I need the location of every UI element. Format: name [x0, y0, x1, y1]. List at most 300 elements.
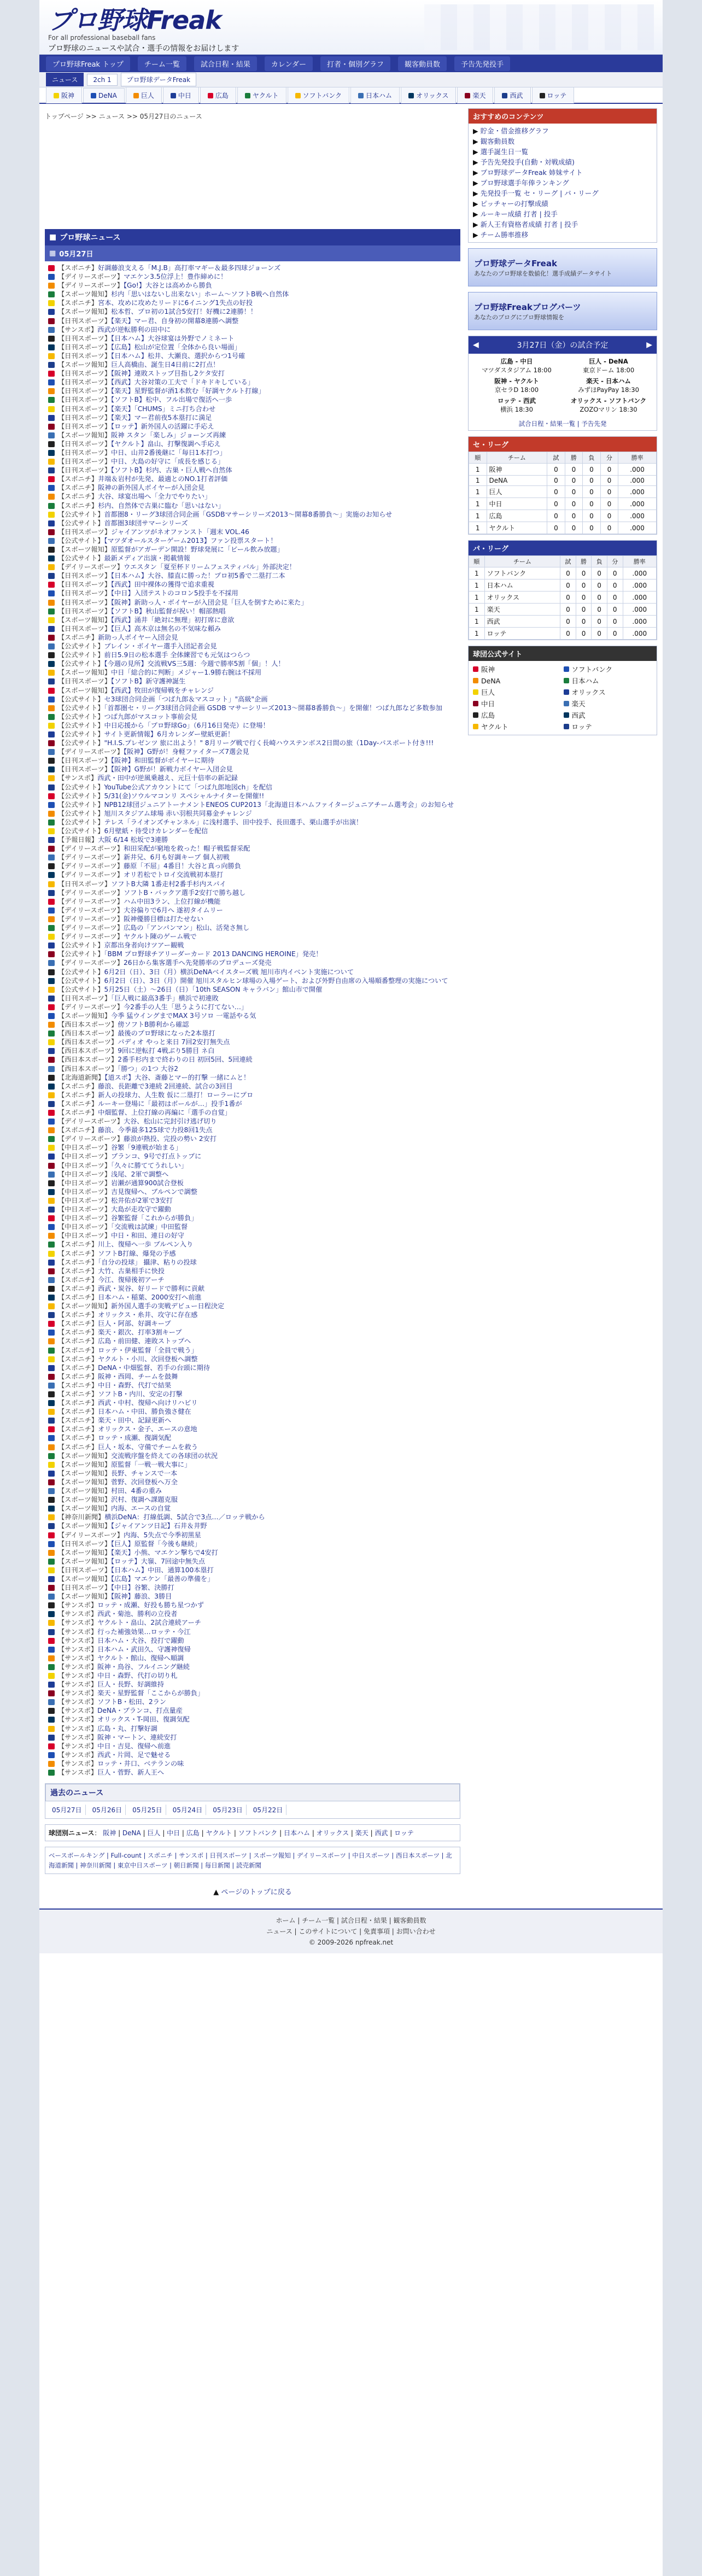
- news-item[interactable]: [48, 528, 457, 536]
- news-item[interactable]: [48, 290, 457, 298]
- news-item[interactable]: [48, 1055, 457, 1064]
- recommend-item[interactable]: [473, 198, 652, 209]
- nav-link[interactable]: チーム一覧: [138, 56, 186, 71]
- news-headline[interactable]: パディオ やっと来日 7回2安打無失点: [118, 1038, 230, 1046]
- news-headline[interactable]: 村田、4番の重み: [111, 1487, 162, 1495]
- news-headline[interactable]: 中日・和田、連日の好守: [111, 1232, 185, 1240]
- news-item[interactable]: [48, 835, 457, 844]
- page-top-link[interactable]: ページのトップに戻る: [221, 1888, 292, 1897]
- news-headline[interactable]: 「交流戦は試練」中田監督: [111, 1223, 188, 1231]
- news-item[interactable]: [48, 906, 457, 915]
- news-headline[interactable]: 「久々に勝ててうれしい」: [111, 1161, 188, 1169]
- recommend-link[interactable]: ルーキー成績 打者 | 投手: [480, 210, 558, 218]
- news-item[interactable]: [48, 1680, 457, 1689]
- nav-link[interactable]: 観客動員数: [398, 56, 447, 71]
- news-item[interactable]: [48, 1478, 457, 1486]
- news-headline[interactable]: 傍ソフトB勝利から確認: [118, 1021, 189, 1029]
- news-item[interactable]: [48, 1557, 457, 1566]
- news-headline[interactable]: 「自分の投球」 攝津、粘りの投球: [98, 1258, 197, 1266]
- news-headline[interactable]: 長野、チャンスで一本: [111, 1469, 178, 1477]
- news-headline[interactable]: 9回に逆転打 4戦ぶり5勝目 ネ白: [118, 1047, 215, 1055]
- news-headline[interactable]: 日本ハム・稲葉、2000安打へ前進: [98, 1293, 202, 1301]
- past-day-link[interactable]: 05月22日: [250, 1805, 287, 1815]
- news-item[interactable]: [48, 580, 457, 589]
- next-arrow-icon[interactable]: ▶: [646, 341, 652, 349]
- team-tab[interactable]: [401, 87, 456, 103]
- recommend-link[interactable]: 新人王有資格者成績 打者 | 投手: [480, 220, 578, 229]
- news-headline[interactable]: 広島・前田健、連敗ストップへ: [98, 1337, 191, 1345]
- news-item[interactable]: [48, 985, 457, 994]
- news-item[interactable]: [48, 1759, 457, 1768]
- news-item[interactable]: [48, 1618, 457, 1627]
- news-item[interactable]: [48, 818, 457, 827]
- news-headline[interactable]: 【楽天】マー君、自身初の開幕8連勝へ調整: [111, 317, 239, 325]
- news-headline[interactable]: オリックス・糸井、攻守に存在感: [98, 1311, 198, 1319]
- team-tab[interactable]: [494, 87, 530, 103]
- news-item[interactable]: [48, 1091, 457, 1099]
- past-day-link[interactable]: 05月24日: [169, 1805, 207, 1815]
- news-item[interactable]: [48, 633, 457, 642]
- news-item[interactable]: [48, 1627, 457, 1636]
- game-card[interactable]: [564, 377, 653, 394]
- team-news-link[interactable]: 中日: [167, 1829, 180, 1837]
- recommend-item[interactable]: [473, 209, 652, 219]
- news-item[interactable]: [48, 307, 457, 316]
- news-headline[interactable]: 2番手杉内まで終わりの日 初回5回、5回連続: [118, 1056, 253, 1064]
- news-item[interactable]: [48, 475, 457, 483]
- news-headline[interactable]: 原監督がアガーデン開設！野球発展に「ビール飲み放題」: [111, 546, 284, 553]
- news-item[interactable]: [48, 1108, 457, 1117]
- news-headline[interactable]: ブランコ、9号で打点トップに: [111, 1152, 202, 1161]
- news-item[interactable]: [48, 880, 457, 888]
- news-headline[interactable]: ヤクルト・小川、次回登板へ調整: [98, 1355, 198, 1363]
- news-item[interactable]: [48, 510, 457, 519]
- news-headline[interactable]: 【ソフトB】松中、フル出場で復活へ一歩: [111, 396, 232, 404]
- news-headline[interactable]: 藤浪、長距離で3連続 2回連続、試合の3回目: [98, 1082, 233, 1090]
- team-news-link[interactable]: ヤクルト: [206, 1829, 232, 1837]
- news-item[interactable]: [48, 968, 457, 976]
- recommend-item[interactable]: [473, 126, 652, 136]
- news-headline[interactable]: オリックス・T-岡田、復調気配: [97, 1716, 190, 1724]
- news-headline[interactable]: 原監督「一戦一戦大事に」: [111, 1460, 191, 1468]
- news-headline[interactable]: 吉見復帰へ、ブルペンで調整: [111, 1187, 197, 1196]
- news-item[interactable]: [48, 704, 457, 712]
- nav-link[interactable]: 予告先発投手: [454, 56, 510, 71]
- recommend-link[interactable]: 選手誕生日一覧: [480, 148, 529, 156]
- news-item[interactable]: [48, 1267, 457, 1275]
- news-item[interactable]: [48, 976, 457, 985]
- news-item[interactable]: [48, 941, 457, 950]
- team-news-link[interactable]: 日本ハム: [283, 1829, 310, 1837]
- news-item[interactable]: [48, 1064, 457, 1073]
- news-headline[interactable]: ヤクルト・畠山、2試合連続アーチ: [97, 1619, 201, 1627]
- news-item[interactable]: [48, 923, 457, 932]
- recommend-link[interactable]: プロ野球選手年俸ランキング: [480, 179, 569, 187]
- news-headline[interactable]: 阪神・西岡、チームを鼓舞: [98, 1372, 178, 1380]
- news-item[interactable]: [48, 554, 457, 563]
- news-headline[interactable]: 【ロッテ】新外国人の活躍に手応え: [111, 422, 214, 430]
- news-headline[interactable]: 【ソフトB】杉内、古巣・巨人戦へ自然体: [111, 466, 232, 475]
- official-site-link[interactable]: [473, 699, 562, 709]
- news-headline[interactable]: ロッテ・成瀬、好投も勝ち星つかず: [97, 1601, 204, 1609]
- table-row[interactable]: [469, 579, 657, 592]
- news-headline[interactable]: ヤクルト・館山、復帰へ順調: [97, 1654, 184, 1662]
- news-item[interactable]: [48, 519, 457, 528]
- table-row[interactable]: [469, 522, 657, 534]
- news-headline[interactable]: 【中日】谷繁、決勝打: [111, 1584, 174, 1592]
- news-headline[interactable]: 26日から集客選手へ先発勝率のプロデューズ発売: [123, 959, 272, 967]
- team-news-link[interactable]: ロッテ: [394, 1829, 414, 1837]
- news-headline[interactable]: 西武・片岡、足で魅せる: [97, 1750, 171, 1759]
- nav-link[interactable]: 打者・個別グラフ: [320, 56, 390, 71]
- news-headline[interactable]: つば九郎がマスコット事前会見: [104, 712, 197, 721]
- news-item[interactable]: [48, 598, 457, 607]
- news-headline[interactable]: DeNA・ブランコ、打点量産: [97, 1707, 183, 1715]
- news-headline[interactable]: 5/31(金)ソウルマコンリ スペシャルナイターを開催!!: [104, 792, 265, 800]
- news-headline[interactable]: 巨人・長野、好調維持: [97, 1681, 165, 1689]
- news-item[interactable]: [48, 1020, 457, 1029]
- news-headline[interactable]: 阪神 スタン「楽しみ」ジョーンズ再練: [111, 431, 226, 439]
- news-headline[interactable]: 楽天・田中、記録更新へ: [98, 1416, 172, 1425]
- news-headline[interactable]: 大谷、松山に完封引け逃げ切り: [123, 1117, 217, 1126]
- news-headline[interactable]: 西武・田中が逆風乗越え、元巨十倍率の新記録: [97, 774, 238, 782]
- news-item[interactable]: [48, 853, 457, 862]
- news-item[interactable]: [48, 1654, 457, 1662]
- news-headline[interactable]: 首都圏8・リーグ3球団合同企画「GSDBマサーシリーズ2013～開幕8番勝負～」実施のお知らせ: [104, 510, 393, 518]
- news-item[interactable]: [48, 1486, 457, 1495]
- news-item[interactable]: [48, 616, 457, 624]
- news-item[interactable]: [48, 783, 457, 792]
- news-item[interactable]: [48, 1205, 457, 1214]
- news-item[interactable]: [48, 1548, 457, 1557]
- news-item[interactable]: [48, 360, 457, 369]
- news-headline[interactable]: 谷繁「9連戦が始まる」: [111, 1144, 182, 1152]
- news-item[interactable]: [48, 536, 457, 545]
- news-headline[interactable]: 【広島】マエケン「最善の準備を」: [111, 1574, 214, 1583]
- news-item[interactable]: [48, 405, 457, 413]
- news-item[interactable]: [48, 624, 457, 633]
- news-headline[interactable]: 中日応援から「プロ野球Go」（6月16日発売）に登場！: [104, 721, 270, 729]
- prev-arrow-icon[interactable]: ◀: [473, 341, 479, 349]
- team-tab[interactable]: [532, 87, 575, 103]
- team-tab[interactable]: [200, 87, 236, 103]
- team-news-link[interactable]: オリックス: [316, 1829, 349, 1837]
- news-item[interactable]: [48, 1046, 457, 1055]
- team-tab[interactable]: [288, 87, 350, 103]
- team-news-link[interactable]: ソフトバンク: [238, 1829, 278, 1837]
- footer-links[interactable]: ニュース | このサイトについて | 免責事項 | お問い合わせ: [266, 1928, 436, 1936]
- news-item[interactable]: [48, 1715, 457, 1724]
- news-headline[interactable]: 【阪神】連敗ストップ目指し2ケタ安打: [111, 370, 225, 378]
- news-item[interactable]: [48, 1038, 457, 1046]
- news-headline[interactable]: 楽天・星野監督「ここからが勝負」: [97, 1689, 204, 1697]
- site-logo[interactable]: プロ野球Freak: [48, 5, 221, 35]
- news-headline[interactable]: 【西武】大谷対策の工夫で「ドキドキしている」: [111, 378, 255, 387]
- news-headline[interactable]: 阪神の新外国人ボイヤーが入団会見: [98, 484, 205, 492]
- news-headline[interactable]: 新井兄、6月も好調キープ 個人初戦: [123, 853, 230, 862]
- official-site-link[interactable]: [473, 676, 562, 686]
- news-item[interactable]: [48, 571, 457, 580]
- footer-nav[interactable]: ホーム | チーム一覧 | 試合日程・結果 | 観客動員数: [276, 1917, 426, 1925]
- news-headline[interactable]: 【中日】入団テストのコロン5投手を不採用: [111, 589, 238, 598]
- news-headline[interactable]: 6月2日（日）、3日（月）開催 旭川スタルヒン球場の入場ゲート、および外野自由席の入場順番整理の実施について: [104, 976, 448, 985]
- news-headline[interactable]: 【楽天】マー君前夜5本塁打に満足: [111, 413, 212, 421]
- news-headline[interactable]: 巨人・坂本、守備でチームを救う: [98, 1443, 198, 1451]
- news-headline[interactable]: 【楽天】「CHUMS」ミニ打ち合わせ: [111, 405, 216, 413]
- news-item[interactable]: [48, 440, 457, 448]
- news-headline[interactable]: 【楽天】小熊、マエケン撃ちで4安打: [111, 1548, 218, 1556]
- news-headline[interactable]: 中日・森野、代打の切り札: [97, 1672, 178, 1679]
- news-headline[interactable]: 阪神・マートン、連続安打: [97, 1733, 177, 1741]
- news-item[interactable]: [48, 1750, 457, 1759]
- game-card[interactable]: [472, 377, 561, 394]
- news-headline[interactable]: 浅尾、2軍で調整へ: [111, 1170, 169, 1178]
- news-headline[interactable]: 【今週の見所】交流戦VS三5週：今週で勝率5割「個」！人！: [104, 660, 285, 668]
- news-item[interactable]: [48, 422, 457, 431]
- news-headline[interactable]: 【西武】田中裸体の獲得で追求重視: [111, 581, 214, 589]
- news-headline[interactable]: ソフトB・松田、2ラン: [97, 1698, 166, 1706]
- news-headline[interactable]: 【楽天】星野監督が酒1本飲む「好調ヤクルト打線」: [111, 387, 265, 395]
- news-headline[interactable]: ロッテ・成瀬、復調気配: [98, 1434, 171, 1442]
- news-item[interactable]: [48, 501, 457, 510]
- team-news-link[interactable]: 西武: [375, 1829, 388, 1837]
- news-item[interactable]: [48, 1214, 457, 1222]
- news-item[interactable]: [48, 395, 457, 404]
- news-item[interactable]: [48, 888, 457, 897]
- news-headline[interactable]: ロッテ・伊東監督「全員で戦う」: [98, 1346, 198, 1354]
- news-headline[interactable]: "H.I.S.プレゼンツ 旅に出よう！" 8月リーグ戦で行く長崎ハウステンボス2日間の旅（1Day-パスポート付き!!!: [104, 739, 434, 747]
- news-item[interactable]: [48, 695, 457, 704]
- news-headline[interactable]: YouTube公式アカウントにて「つば九郎地図ch」を配信: [104, 783, 273, 791]
- data-freak-banner[interactable]: [468, 248, 657, 286]
- news-headline[interactable]: 前日5.9日の松本選手 全体練習でも元気はつらつ: [104, 651, 250, 659]
- news-item[interactable]: [48, 721, 457, 730]
- official-site-link[interactable]: [473, 722, 562, 731]
- news-item[interactable]: [48, 677, 457, 686]
- news-item[interactable]: [48, 1566, 457, 1574]
- news-item[interactable]: [48, 1495, 457, 1504]
- news-item[interactable]: [48, 668, 457, 677]
- official-site-link[interactable]: [564, 710, 653, 720]
- news-item[interactable]: [48, 1372, 457, 1381]
- news-item[interactable]: [48, 1152, 457, 1161]
- news-item[interactable]: [48, 1134, 457, 1143]
- news-headline[interactable]: 大谷偏りで6月へ 遂初タイムリー: [123, 906, 223, 914]
- news-headline[interactable]: 【日本ハム】大谷球宴は外野でノミネート: [111, 334, 235, 342]
- game-card[interactable]: [564, 357, 653, 374]
- game-card[interactable]: [472, 396, 561, 414]
- news-item[interactable]: [48, 651, 457, 659]
- news-item[interactable]: [48, 712, 457, 721]
- news-headline[interactable]: 5月25日（土）～26日（日）「10th SEASON キャラバン」館山市で開催: [104, 985, 323, 993]
- news-headline[interactable]: 【阪神】G野が！身軽ファイターズ7選会見: [123, 748, 249, 756]
- news-item[interactable]: [48, 1222, 457, 1231]
- news-headline[interactable]: 中畑監督、上位打線の再編に「選手の自覚」: [98, 1109, 231, 1116]
- news-item[interactable]: [48, 1275, 457, 1284]
- news-headline[interactable]: 【ヤクルト】畠山、打撃復調へ手応え: [111, 440, 221, 448]
- team-tab[interactable]: [237, 87, 286, 103]
- news-item[interactable]: [48, 1433, 457, 1442]
- news-item[interactable]: [48, 1451, 457, 1460]
- news-item[interactable]: [48, 466, 457, 475]
- news-item[interactable]: [48, 343, 457, 352]
- news-headline[interactable]: ソフトB・内川、安定の打撃: [98, 1390, 183, 1398]
- news-headline[interactable]: 杉内「思いはないし出来ない」ホーム～ソフトB戦へ自然体: [111, 290, 289, 298]
- news-headline[interactable]: 【阪神】新助っ人・ボイヤーが入団会見「巨人を倒すために来た」: [111, 598, 308, 606]
- news-item[interactable]: [48, 1310, 457, 1319]
- news-headline[interactable]: 西武・中村、復帰へ向けリハビリ: [98, 1399, 198, 1407]
- table-row[interactable]: [469, 604, 657, 616]
- past-day-link[interactable]: 05月25日: [129, 1805, 166, 1815]
- news-item[interactable]: [48, 1521, 457, 1530]
- news-headline[interactable]: 巨人・菅野、新人王へ: [97, 1769, 165, 1777]
- news-headline[interactable]: ソフトB打線、爆発の予感: [98, 1249, 176, 1257]
- team-news-link[interactable]: 広島: [186, 1829, 200, 1837]
- news-item[interactable]: [48, 1082, 457, 1091]
- news-item[interactable]: [48, 1416, 457, 1425]
- news-item[interactable]: [48, 1170, 457, 1179]
- news-headline[interactable]: 最後のプロ野球になった2本塁打: [118, 1029, 215, 1038]
- team-tab[interactable]: [83, 88, 125, 103]
- news-headline[interactable]: 6月壁紙・待受けカレンダーを配信: [104, 827, 208, 835]
- news-item[interactable]: [48, 431, 457, 440]
- news-item[interactable]: [48, 589, 457, 598]
- news-item[interactable]: [48, 1029, 457, 1038]
- news-headline[interactable]: オリ若松でトロイ交流戦初本塁打: [123, 871, 224, 879]
- news-item[interactable]: [48, 862, 457, 870]
- official-site-link[interactable]: [564, 699, 653, 709]
- news-headline[interactable]: 中日・吉見、復帰へ前進: [97, 1742, 171, 1750]
- recommend-link[interactable]: 貯金・借金推移グラフ: [480, 127, 549, 135]
- news-headline[interactable]: 中日、山井2番後継に「毎日1本打つ」: [111, 448, 226, 456]
- news-item[interactable]: [48, 1003, 457, 1011]
- news-item[interactable]: [48, 1531, 457, 1539]
- news-headline[interactable]: 阪神優勝目標は打たせない: [123, 915, 204, 923]
- nav-link[interactable]: カレンダー: [265, 56, 313, 71]
- news-headline[interactable]: 中日「総合的に判断」メジャー1.9勝右腕は不採用: [111, 669, 262, 677]
- news-headline[interactable]: 【広島】松山が定位置「全体から良い場面」: [111, 343, 241, 351]
- news-item[interactable]: [48, 1231, 457, 1240]
- news-item[interactable]: [48, 1513, 457, 1521]
- news-item[interactable]: [48, 1240, 457, 1249]
- subnav-link[interactable]: プロ野球データFreak: [121, 73, 196, 86]
- news-item[interactable]: [48, 1302, 457, 1310]
- news-item[interactable]: [48, 1179, 457, 1187]
- table-row[interactable]: [469, 510, 657, 522]
- news-item[interactable]: [48, 1662, 457, 1671]
- news-item[interactable]: [48, 1126, 457, 1134]
- news-headline[interactable]: 大阪 6/14 松坂で3連勝: [98, 836, 168, 844]
- news-item[interactable]: [48, 747, 457, 756]
- news-item[interactable]: [48, 1425, 457, 1433]
- team-tab[interactable]: [457, 87, 493, 103]
- news-headline[interactable]: 和田采配が窮地を救った！帽子戦監督采配: [123, 845, 250, 853]
- news-headline[interactable]: 日本ハム・中田、勝負強さ健在: [98, 1408, 191, 1416]
- news-item[interactable]: [48, 607, 457, 616]
- past-day-link[interactable]: 05月23日: [209, 1805, 247, 1815]
- news-headline[interactable]: 「首都圏セ・リーグ3球団合同企画 GSDB マサーシリーズ2013～開幕8番勝負～」を開催！つば九郎など多数参加: [104, 704, 442, 712]
- news-headline[interactable]: 中日・森野、代打で結果: [98, 1381, 172, 1389]
- news-item[interactable]: [48, 1117, 457, 1126]
- news-headline[interactable]: 【道スポ】大谷、斎藤とマー的打撃 一緒にムと！: [104, 1073, 250, 1081]
- team-news-link[interactable]: 阪神: [103, 1829, 116, 1837]
- news-item[interactable]: [48, 1258, 457, 1267]
- news-headline[interactable]: 中日、大島の好守に「成長を感じる」: [111, 458, 225, 466]
- news-headline[interactable]: ハム中田3ラン、上位打線が機能: [123, 897, 221, 905]
- news-item[interactable]: [48, 281, 457, 290]
- news-headline[interactable]: 「BBM プロ野球チアリーダーカード 2013 DANCING HEROINE」発売！: [104, 950, 323, 958]
- news-headline[interactable]: 京都出身者向けツアー観戦: [104, 941, 184, 950]
- team-tab[interactable]: [126, 87, 162, 103]
- news-headline[interactable]: 【ソフトB】秋山監督が祝い！帽部熱唱: [111, 607, 226, 615]
- news-item[interactable]: [48, 1733, 457, 1742]
- news-item[interactable]: [48, 1592, 457, 1601]
- team-tab[interactable]: [350, 87, 400, 103]
- news-headline[interactable]: 阪神・鳥谷、フルイニング継続: [97, 1662, 190, 1671]
- news-item[interactable]: [48, 870, 457, 879]
- news-item[interactable]: [48, 1355, 457, 1363]
- news-item[interactable]: [48, 1196, 457, 1205]
- recommend-item[interactable]: [473, 136, 652, 147]
- news-item[interactable]: [48, 739, 457, 747]
- news-item[interactable]: [48, 827, 457, 835]
- news-item[interactable]: [48, 325, 457, 334]
- team-news-link[interactable]: 巨人: [147, 1829, 161, 1837]
- official-site-link[interactable]: [564, 722, 653, 731]
- news-item[interactable]: [48, 1073, 457, 1082]
- recommend-link[interactable]: 先発投手一覧 セ・リーグ | パ・リーグ: [480, 189, 599, 197]
- news-headline[interactable]: NPB12球団ジュニアトーナメントENEOS CUP2013「北海道日本ハムファイタージュニアチーム選考会」のお知らせ: [104, 800, 454, 809]
- news-headline[interactable]: 井端＆岩村が先発、最適とのNO.1打者評価: [98, 475, 228, 483]
- news-item[interactable]: [48, 1697, 457, 1706]
- news-headline[interactable]: マエケン3.5位浮上！豊作締めに！: [123, 273, 227, 281]
- recommend-item[interactable]: [473, 188, 652, 198]
- news-headline[interactable]: 藤原「不屈」4番目！大谷と真っ向勝負: [123, 862, 241, 870]
- news-headline[interactable]: 【Go!】大谷とは高めから勝負: [123, 282, 212, 290]
- recommend-link[interactable]: ピッチャーの打撃成績: [480, 200, 548, 208]
- news-headline[interactable]: 【ジャイアンツ日記】石井＆井野: [111, 1522, 207, 1530]
- news-headline[interactable]: 宮本、攻めに攻めたリードに6イニング1失点の好投: [98, 299, 253, 307]
- news-item[interactable]: [48, 1706, 457, 1715]
- news-headline[interactable]: ジャイアンツがネオファンスト「週末 VOL.46: [111, 528, 249, 536]
- news-item[interactable]: [48, 1742, 457, 1750]
- news-headline[interactable]: 巨人高橋由、誕生日4日前に2打点！: [111, 361, 220, 369]
- news-item[interactable]: [48, 1574, 457, 1583]
- news-headline[interactable]: ルーキー登場に「最初はボールが…」投手1番が: [98, 1099, 242, 1108]
- recommend-item[interactable]: [473, 230, 652, 240]
- news-item[interactable]: [48, 1601, 457, 1609]
- team-news-link[interactable]: 楽天: [355, 1829, 368, 1837]
- news-headline[interactable]: 【阪神】G野が！新戦力ボイヤー入団会見: [111, 765, 233, 774]
- news-item[interactable]: [48, 1161, 457, 1170]
- news-headline[interactable]: ソフトB大隣 1番走村2番手杉内スパイ: [111, 880, 226, 888]
- news-headline[interactable]: 松本哲、プロ初の1試合5安打！好機に2連勝！！: [111, 308, 258, 316]
- table-row[interactable]: [469, 628, 657, 640]
- news-headline[interactable]: 新外国人選手の実戦デビュー日程決定: [111, 1302, 225, 1310]
- news-item[interactable]: [48, 448, 457, 457]
- recommend-item[interactable]: [473, 178, 652, 188]
- official-site-link[interactable]: [473, 664, 562, 674]
- news-item[interactable]: [48, 756, 457, 765]
- news-headline[interactable]: 行った補強効果…ロッテ・今江: [97, 1627, 191, 1636]
- past-day-link[interactable]: 05月27日: [49, 1805, 86, 1815]
- news-headline[interactable]: 【巨人】原監督「今後も継続」: [111, 1539, 201, 1548]
- news-item[interactable]: [48, 994, 457, 1003]
- news-headline[interactable]: 【西武】涌井「絶対に無理」初打席に意欲: [111, 616, 235, 624]
- news-headline[interactable]: 川上、復帰へ一歩 ブルペン入り: [98, 1240, 194, 1249]
- news-item[interactable]: [48, 1363, 457, 1372]
- news-item[interactable]: [48, 369, 457, 378]
